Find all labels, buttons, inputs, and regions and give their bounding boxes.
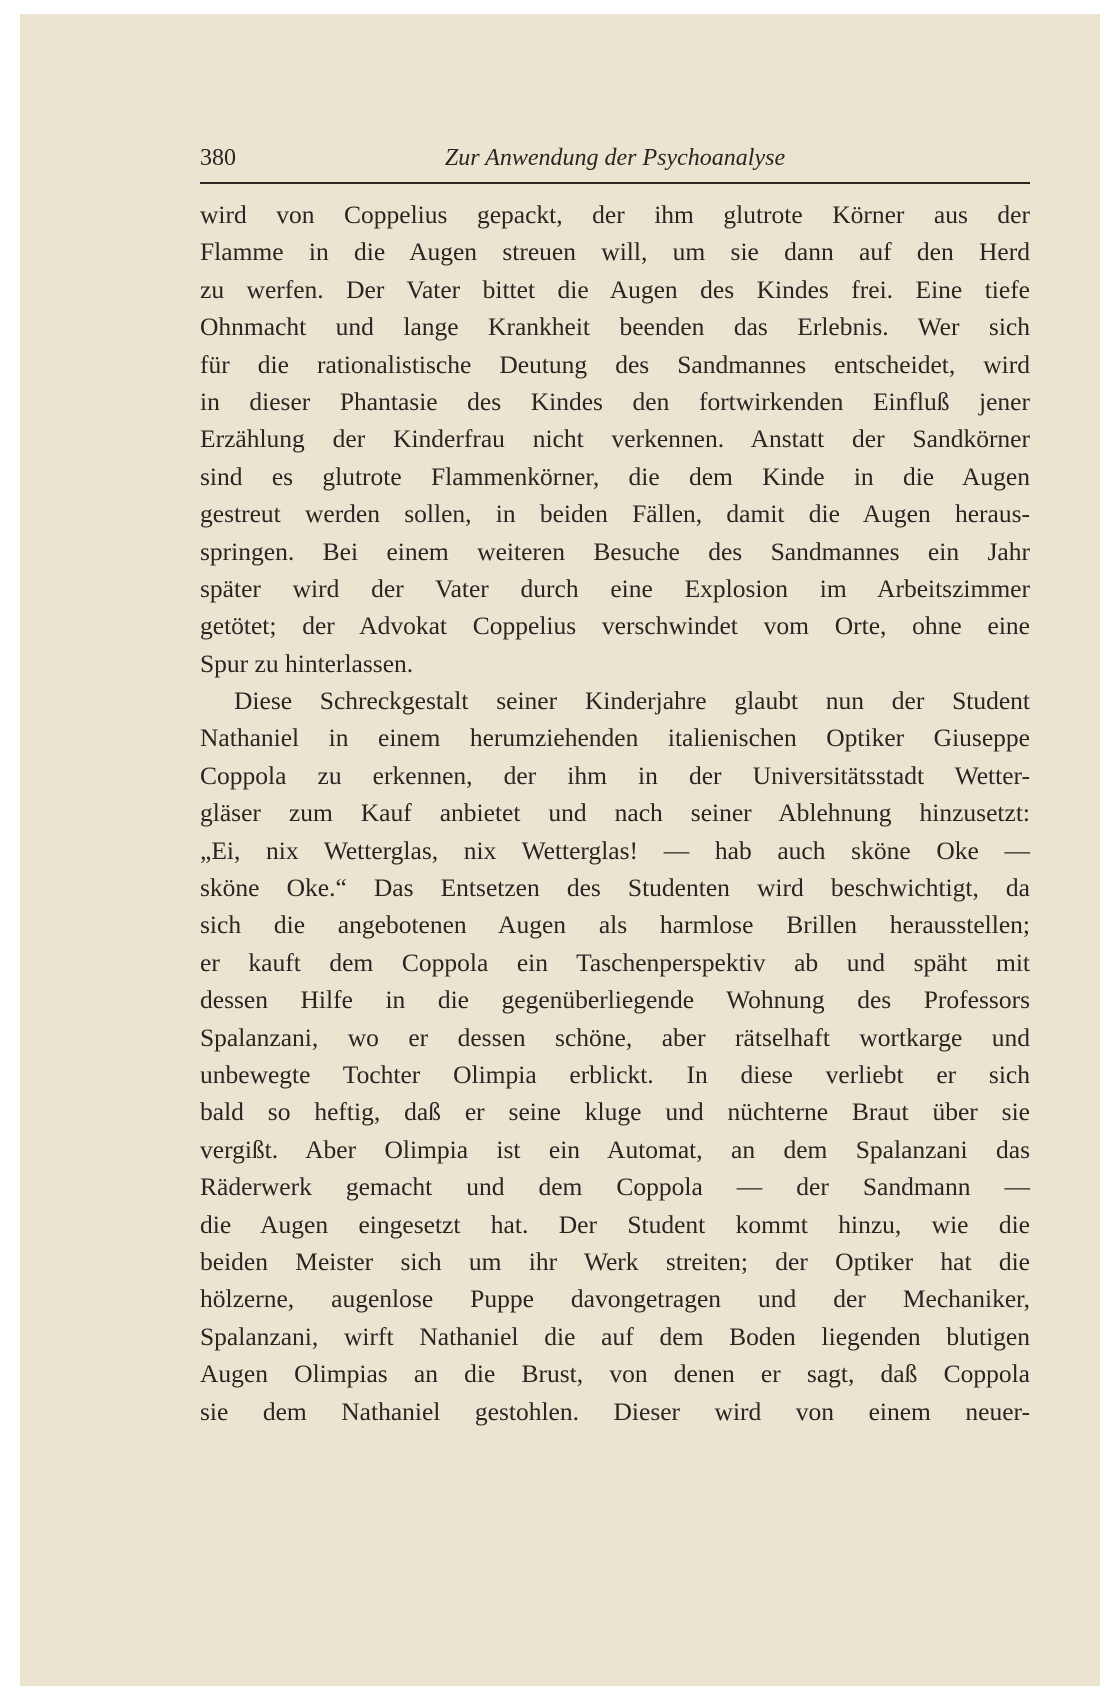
text-line: in dieser Phantasie des Kindes den fortwirkenden Einfluß jener (200, 386, 1030, 416)
header-rule (200, 182, 1030, 184)
text-line: Augen Olimpias an die Brust, von denen er sagt, daß Coppola (200, 1359, 1030, 1389)
text-line: getötet; der Advokat Coppelius verschwindet vom Orte, ohne eine (200, 611, 1030, 641)
text-line: „Ei, nix Wetterglas, nix Wetterglas! — hab auch sköne Oke — (200, 835, 1030, 865)
text-line: Nathaniel in einem herumziehenden italienischen Optiker Giuseppe (200, 723, 1030, 753)
text-line: die Augen eingesetzt hat. Der Student kommt hinzu, wie die (200, 1209, 1030, 1239)
text-line: er kauft dem Coppola ein Taschenperspektiv ab und späht mit (200, 947, 1030, 977)
text-line: wird von Coppelius gepackt, der ihm glutrote Körner aus der (200, 200, 1030, 229)
text-line: springen. Bei einem weiteren Besuche des Sandmannes ein Jahr (200, 536, 1030, 566)
text-line: Ohnmacht und lange Krankheit beenden das Erlebnis. Wer sich (200, 312, 1030, 342)
text-line: sköne Oke.“ Das Entsetzen des Studenten wird beschwichtigt, da (200, 873, 1030, 903)
text-line: Spur zu hinterlassen. (200, 648, 414, 678)
text-line: bald so heftig, daß er seine kluge und nüchterne Braut über sie (200, 1097, 1030, 1127)
running-header (200, 145, 1030, 185)
text-line: Spalanzani, wirft Nathaniel die auf dem Boden liegenden blutigen (200, 1321, 1030, 1351)
text-line: unbewegte Tochter Olimpia erblickt. In diese verliebt er sich (200, 1059, 1030, 1089)
text-line: Diese Schreckgestalt seiner Kinderjahre glaubt nun der Student (234, 686, 1030, 716)
body-text (200, 196, 1030, 1430)
text-line: später wird der Vater durch eine Explosion im Arbeitszimmer (200, 573, 1030, 603)
text-line: Erzählung der Kinderfrau nicht verkennen. Anstatt der Sandkörner (200, 424, 1030, 454)
text-line: für die rationalistische Deutung des Sandmannes entscheidet, wird (200, 349, 1030, 379)
text-line: gestreut werden sollen, in beiden Fällen, damit die Augen heraus- (200, 499, 1030, 529)
text-line: gläser zum Kauf anbietet und nach seiner Ablehnung hinzusetzt: (200, 798, 1030, 828)
text-line: hölzerne, augenlose Puppe davongetragen und der Mechaniker, (200, 1284, 1030, 1314)
page-number: 380 (200, 145, 236, 171)
text-line: Flamme in die Augen streuen will, um sie dann auf den Herd (200, 237, 1030, 267)
text-line: Spalanzani, wo er dessen schöne, aber rätselhaft wortkarge und (200, 1022, 1030, 1052)
text-line: vergißt. Aber Olimpia ist ein Automat, an dem Spalanzani das (200, 1134, 1030, 1164)
text-line: Coppola zu erkennen, der ihm in der Universitätsstadt Wetter- (200, 760, 1030, 790)
text-line: zu werfen. Der Vater bittet die Augen des Kindes frei. Eine tiefe (200, 274, 1030, 304)
text-line: beiden Meister sich um ihr Werk streiten; der Optiker hat die (200, 1246, 1030, 1276)
running-title: Zur Anwendung der Psychoanalyse (444, 145, 786, 171)
text-line: dessen Hilfe in die gegenüberliegende Wohnung des Professors (200, 985, 1030, 1015)
text-line: Räderwerk gemacht und dem Coppola — der Sandmann — (200, 1172, 1030, 1202)
text-line: sie dem Nathaniel gestohlen. Dieser wird von einem neuer- (200, 1396, 1030, 1426)
text-line: sich die angebotenen Augen als harmlose Brillen herausstellen; (200, 910, 1030, 940)
text-line: sind es glutrote Flammenkörner, die dem Kinde in die Augen (200, 461, 1030, 491)
